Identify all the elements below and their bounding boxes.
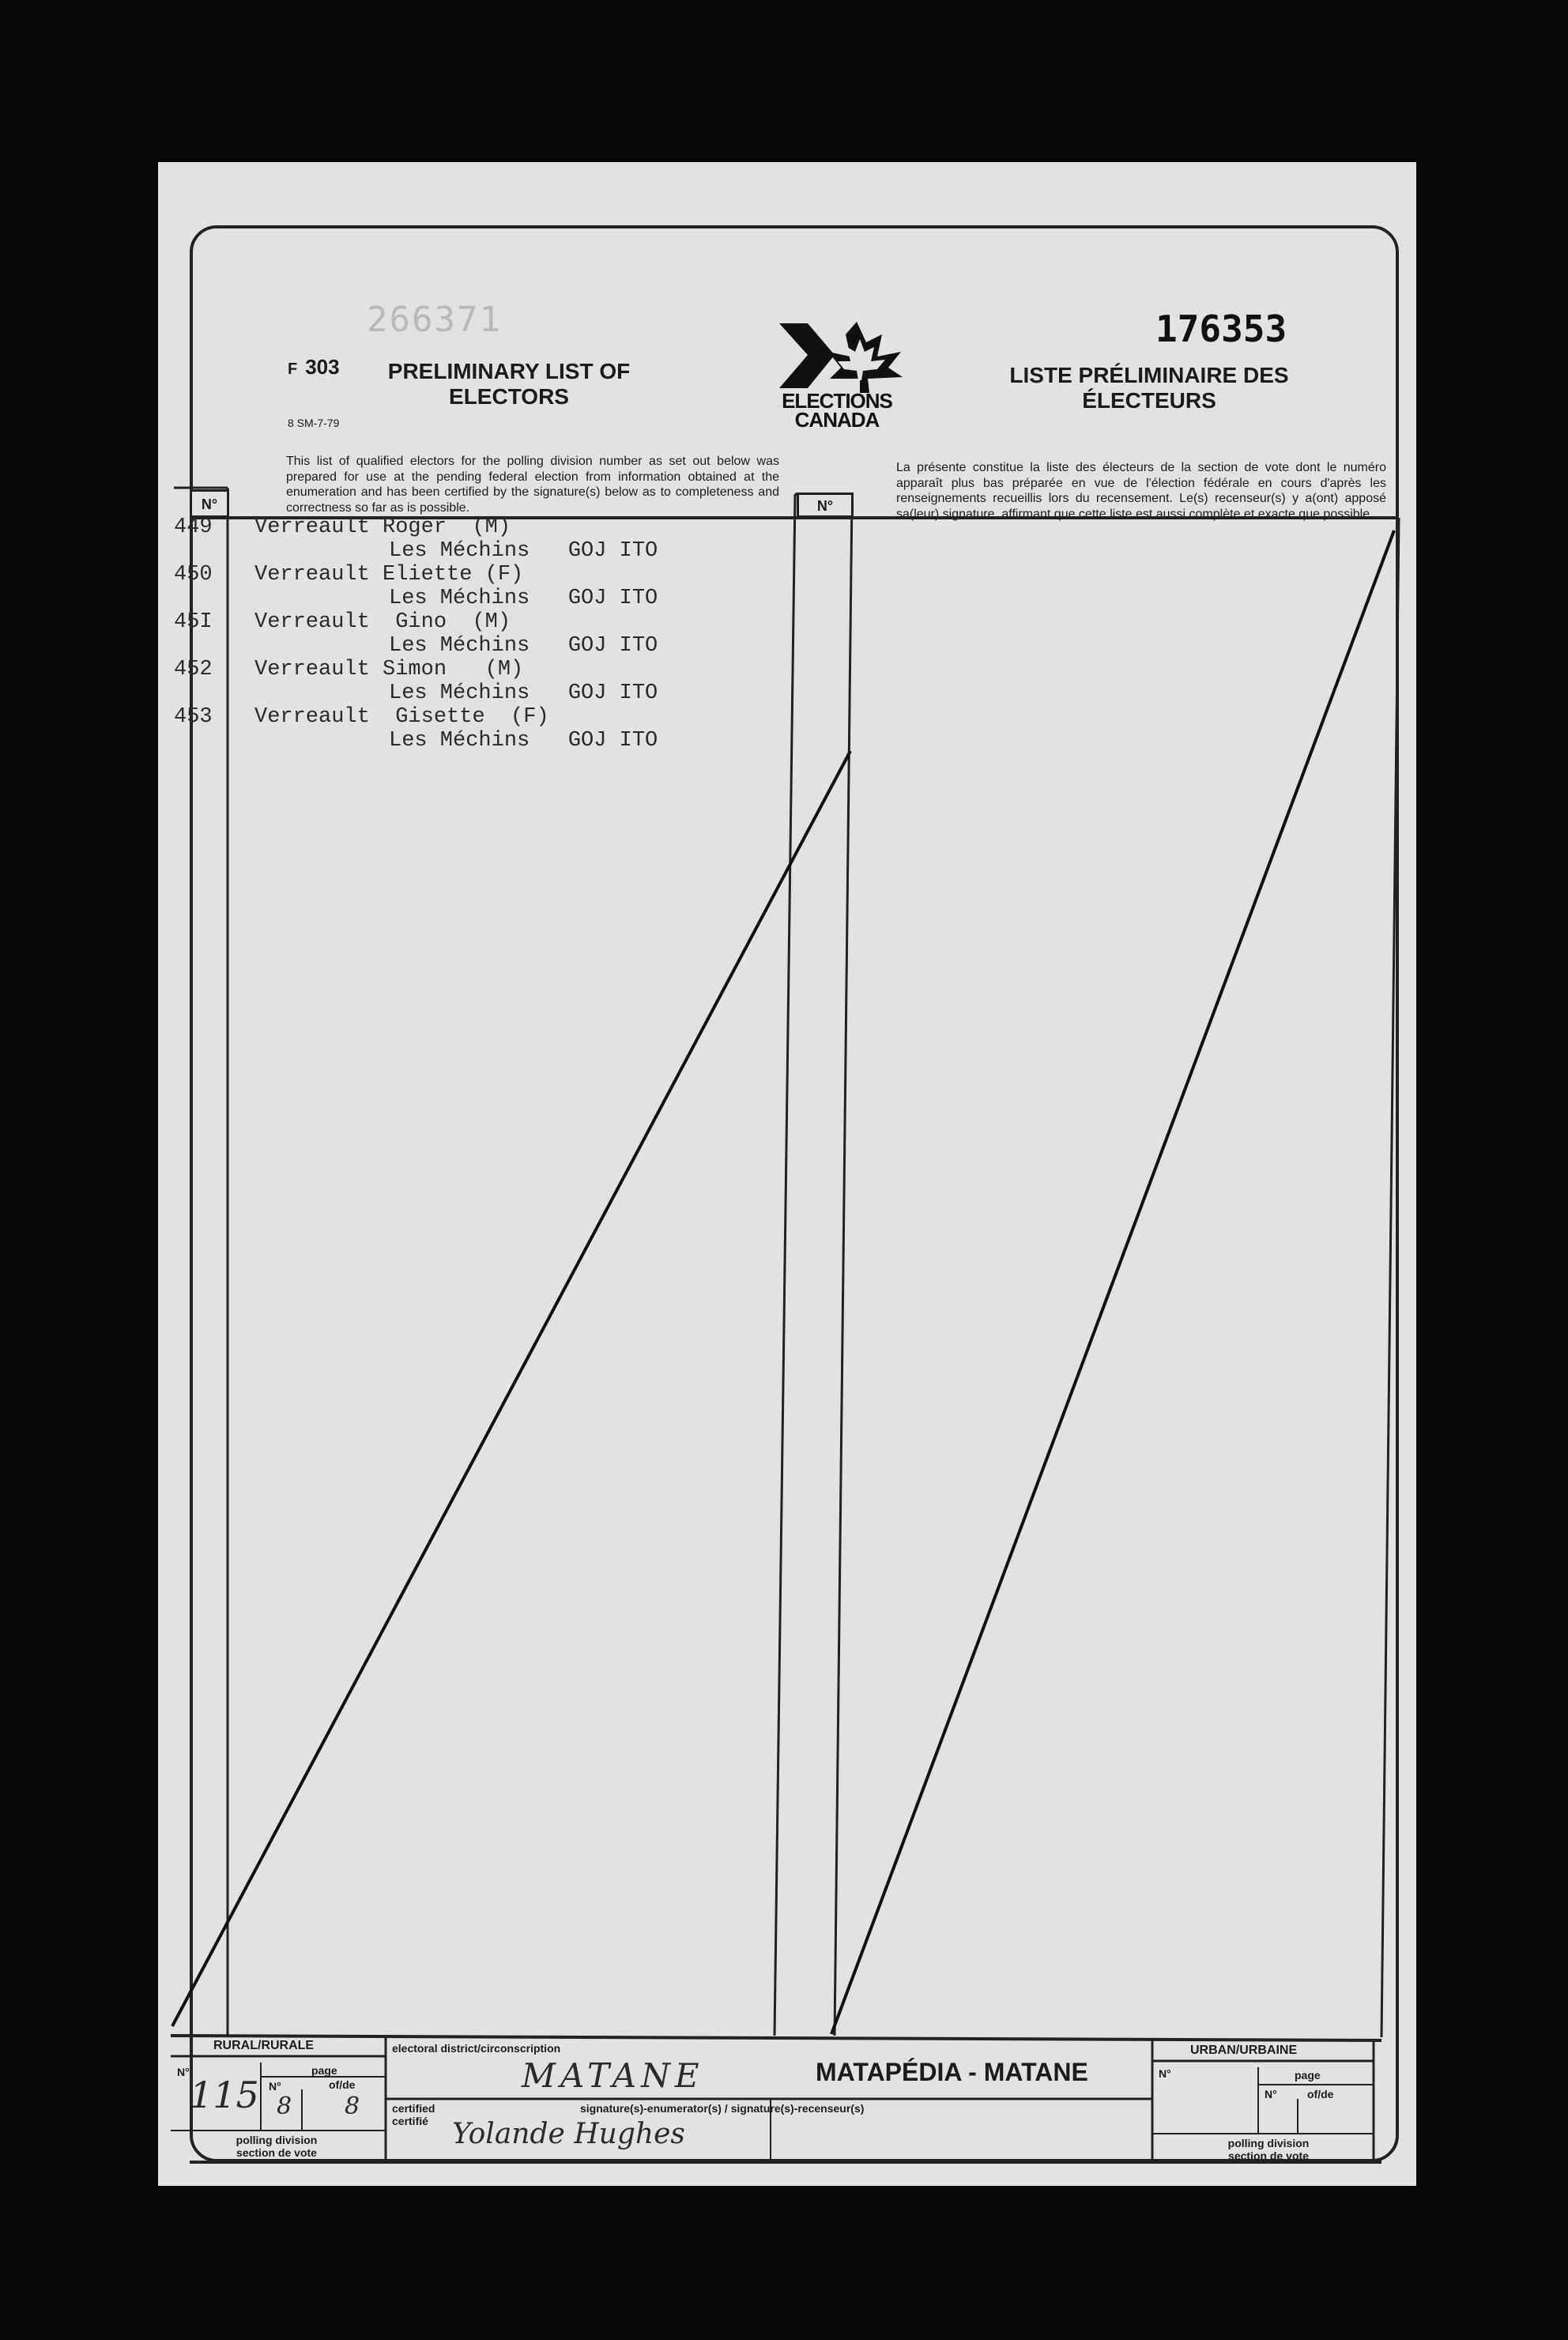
certified-en: certified	[392, 2102, 435, 2115]
logo-line-1: ELECTIONS	[782, 389, 892, 413]
district-handwritten: MATANE	[522, 2056, 704, 2095]
form-number: 303	[305, 355, 340, 379]
serial-number: 176353	[1155, 308, 1287, 350]
rural-page-of-label: of/de	[329, 2078, 356, 2091]
elector-number: 449	[174, 515, 213, 539]
elector-row	[174, 658, 711, 705]
rural-label: RURAL/RURALE	[213, 2039, 315, 2052]
form-rules	[158, 162, 1416, 2186]
elector-name: Verreault Gisette (F)	[254, 705, 549, 729]
title-french: LISTE PRÉLIMINAIRE DES ÉLECTEURS	[1009, 363, 1289, 413]
rural-page-number-label: N°	[269, 2080, 281, 2093]
urban-number-label: N°	[1159, 2067, 1171, 2080]
ghost-number: 266371	[367, 300, 502, 340]
rural-polling-number-handwritten: 115	[190, 2074, 259, 2116]
elector-name: Verreault Eliette (F)	[254, 563, 524, 587]
polling-division-fr: section de vote	[236, 2146, 317, 2159]
intro-english: This list of qualified electors for the polling division number as set out below was prepared for use at the pending federal election from information obtained at the enumeration and has been certified by the signature(s) below as to completeness and correctness so far as is possible.	[286, 455, 779, 515]
elector-row	[174, 515, 711, 563]
logo-line-2: CANADA	[794, 408, 880, 432]
elector-number: 453	[174, 705, 213, 729]
elector-number: 450	[174, 563, 213, 587]
elector-address: Les Méchins GOJ ITO	[389, 587, 658, 610]
enumerator-signature: Yolande Hughes	[452, 2118, 685, 2150]
elector-address: Les Méchins GOJ ITO	[389, 729, 658, 753]
form-prefix: F	[288, 360, 298, 378]
urban-label: URBAN/URBAINE	[1190, 2044, 1298, 2057]
polling-division-en: polling division	[1227, 2137, 1310, 2149]
urban-page-label: page	[1295, 2069, 1321, 2081]
rural-polling-division-label	[190, 2134, 364, 2159]
left-number-column-header: N°	[190, 489, 229, 518]
rural-number-label: N°	[177, 2066, 190, 2078]
elector-name: Verreault Roger (M)	[254, 515, 511, 539]
elector-row	[174, 705, 711, 753]
urban-page-number-label: N°	[1265, 2088, 1277, 2100]
electoral-district-label: electoral district/circonscription	[392, 2042, 561, 2055]
elector-name: Verreault Gino (M)	[254, 610, 511, 634]
elector-row	[174, 563, 711, 610]
rural-page-label: page	[311, 2064, 337, 2077]
intro-french: La présente constitue la liste des électeurs de la section de vote dont le numéro apparaît plus bas préparée en vue de l'élection fédérale en cours d'après les renseignements recueillis lors du recensement. Le(s) recenseur(s) y a(ont) apposé sa(leur) signature, affirmant que cette liste est aussi complète et exacte que possible.	[896, 461, 1386, 521]
elector-name: Verreault Simon (M)	[254, 658, 524, 681]
urban-polling-division-label	[1178, 2137, 1359, 2162]
rural-page-of-handwritten: 8	[345, 2093, 360, 2120]
certified-label	[392, 2102, 435, 2127]
polling-division-fr: section de vote	[1228, 2149, 1309, 2162]
elector-number: 45I	[174, 610, 213, 634]
title-english: PRELIMINARY LIST OF ELECTORS	[387, 359, 631, 409]
form-sheet	[158, 162, 1416, 2186]
elector-row	[174, 610, 711, 658]
elector-address: Les Méchins GOJ ITO	[389, 539, 658, 563]
print-date: 8 SM-7-79	[288, 417, 340, 429]
elector-address: Les Méchins GOJ ITO	[389, 634, 658, 658]
district-name: MATAPÉDIA - MATANE	[816, 2058, 1088, 2086]
elector-address: Les Méchins GOJ ITO	[389, 681, 658, 705]
elector-list	[174, 515, 711, 753]
rural-page-number-handwritten: 8	[277, 2093, 292, 2120]
right-number-column-header: N°	[797, 493, 854, 518]
certified-fr: certifié	[392, 2115, 428, 2127]
signature-label: signature(s)-enumerator(s) / signature(s)-recenseur(s)	[580, 2102, 865, 2115]
elector-number: 452	[174, 658, 213, 681]
polling-division-en: polling division	[236, 2134, 318, 2146]
urban-page-of-label: of/de	[1307, 2088, 1334, 2100]
